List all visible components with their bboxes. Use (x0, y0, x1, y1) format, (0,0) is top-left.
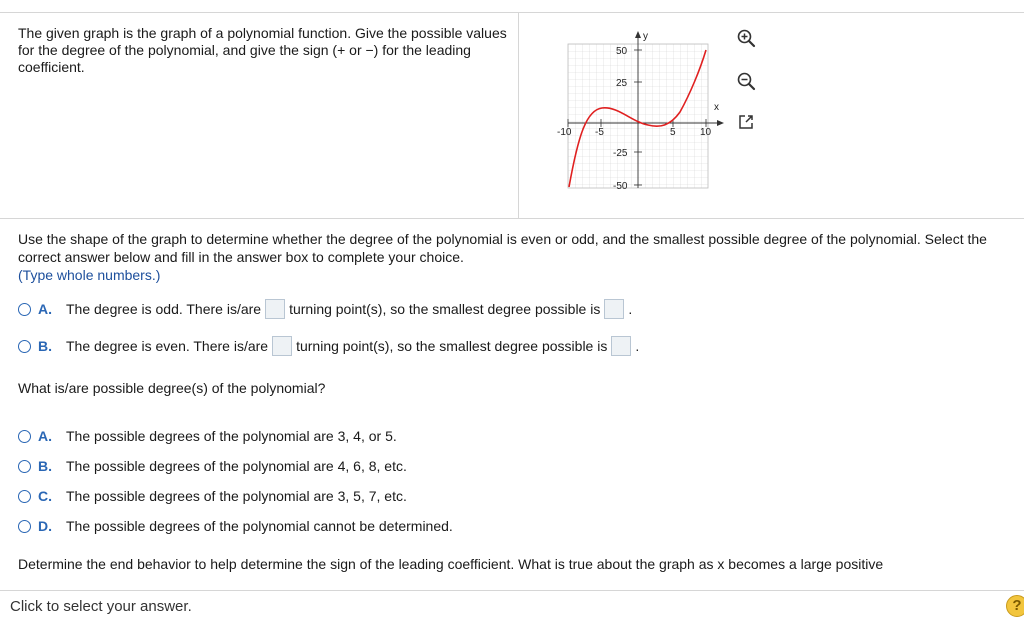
choice-letter: B. (38, 338, 52, 354)
choice-letter: B. (38, 458, 52, 474)
y-tick-label: 50 (616, 46, 628, 57)
radio-button[interactable] (18, 490, 31, 503)
radio-button[interactable] (18, 460, 31, 473)
pop-out-button[interactable] (735, 111, 757, 133)
help-icon: ? (1012, 597, 1022, 614)
part1-instructions (18, 230, 1018, 284)
x-tick-label: -10 (557, 127, 572, 138)
status-bar (0, 590, 1024, 623)
choice-text: The degree is odd. There is/are (66, 301, 262, 317)
zoom-out-button[interactable] (735, 70, 757, 92)
pop-out-icon (735, 111, 757, 133)
part1-choice-b[interactable] (18, 335, 639, 357)
y-tick-label: -50 (613, 181, 628, 192)
choice-text: turning point(s), so the smallest degree possible is (296, 338, 608, 354)
part2-choice-a[interactable] (18, 425, 397, 447)
radio-button[interactable] (18, 340, 31, 353)
choice-letter: D. (38, 518, 52, 534)
part2-question: What is/are possible degree(s) of the polynomial? (18, 380, 326, 396)
input-hint: (Type whole numbers.) (18, 267, 161, 283)
turning-points-input[interactable] (265, 299, 285, 319)
choice-text: The possible degrees of the polynomial cannot be determined. (66, 518, 453, 534)
zoom-in-button[interactable] (735, 27, 757, 49)
part1-choice-a[interactable] (18, 298, 632, 320)
x-axis-label: x (714, 102, 719, 113)
smallest-degree-input[interactable] (604, 299, 624, 319)
part2-choice-c[interactable] (18, 485, 407, 507)
radio-button[interactable] (18, 520, 31, 533)
x-tick-label: 10 (700, 127, 712, 138)
y-axis-label: y (643, 31, 648, 42)
choice-text: The possible degrees of the polynomial are 3, 5, 7, etc. (66, 488, 407, 504)
y-tick-label: 25 (616, 78, 628, 89)
choice-text: The possible degrees of the polynomial are 4, 6, 8, etc. (66, 458, 407, 474)
choice-letter: C. (38, 488, 52, 504)
zoom-out-icon (735, 70, 757, 92)
section-divider (0, 218, 1024, 219)
x-axis-arrow-icon (717, 120, 724, 126)
top-divider (0, 12, 1024, 13)
x-tick-label: 5 (670, 127, 676, 138)
question-text: The given graph is the graph of a polynomial function. Give the possible values for the degree of the polynomial, and give the sign (+ or −) for the leading coefficient. (18, 25, 507, 75)
zoom-in-icon (735, 27, 757, 49)
y-axis-arrow-icon (635, 31, 641, 38)
turning-points-input[interactable] (272, 336, 292, 356)
choice-letter: A. (38, 428, 52, 444)
radio-button[interactable] (18, 303, 31, 316)
vertical-divider (518, 13, 519, 218)
choice-letter: A. (38, 301, 52, 317)
choice-text: The possible degrees of the polynomial are 3, 4, or 5. (66, 428, 397, 444)
status-message: Click to select your answer. (10, 598, 192, 615)
radio-button[interactable] (18, 430, 31, 443)
part3-question: Determine the end behavior to help determine the sign of the leading coefficient. What is true about the graph as x becomes a large positive (18, 556, 884, 572)
part2-choice-d[interactable] (18, 515, 453, 537)
smallest-degree-input[interactable] (611, 336, 631, 356)
x-tick-label: -5 (595, 127, 604, 138)
y-tick-label: -25 (613, 148, 628, 159)
instructions-text: Use the shape of the graph to determine whether the degree of the polynomial is even or odd, and the smallest possible degree of the polynomial. Select the correct answer below and fill in the answer box to complete your choice. (18, 231, 987, 265)
choice-end: . (628, 301, 633, 317)
choice-end: . (635, 338, 640, 354)
choice-text: The degree is even. There is/are (66, 338, 269, 354)
help-button[interactable] (1006, 595, 1024, 617)
polynomial-graph (550, 22, 730, 194)
choice-text: turning point(s), so the smallest degree possible is (289, 301, 601, 317)
part2-choice-b[interactable] (18, 455, 407, 477)
